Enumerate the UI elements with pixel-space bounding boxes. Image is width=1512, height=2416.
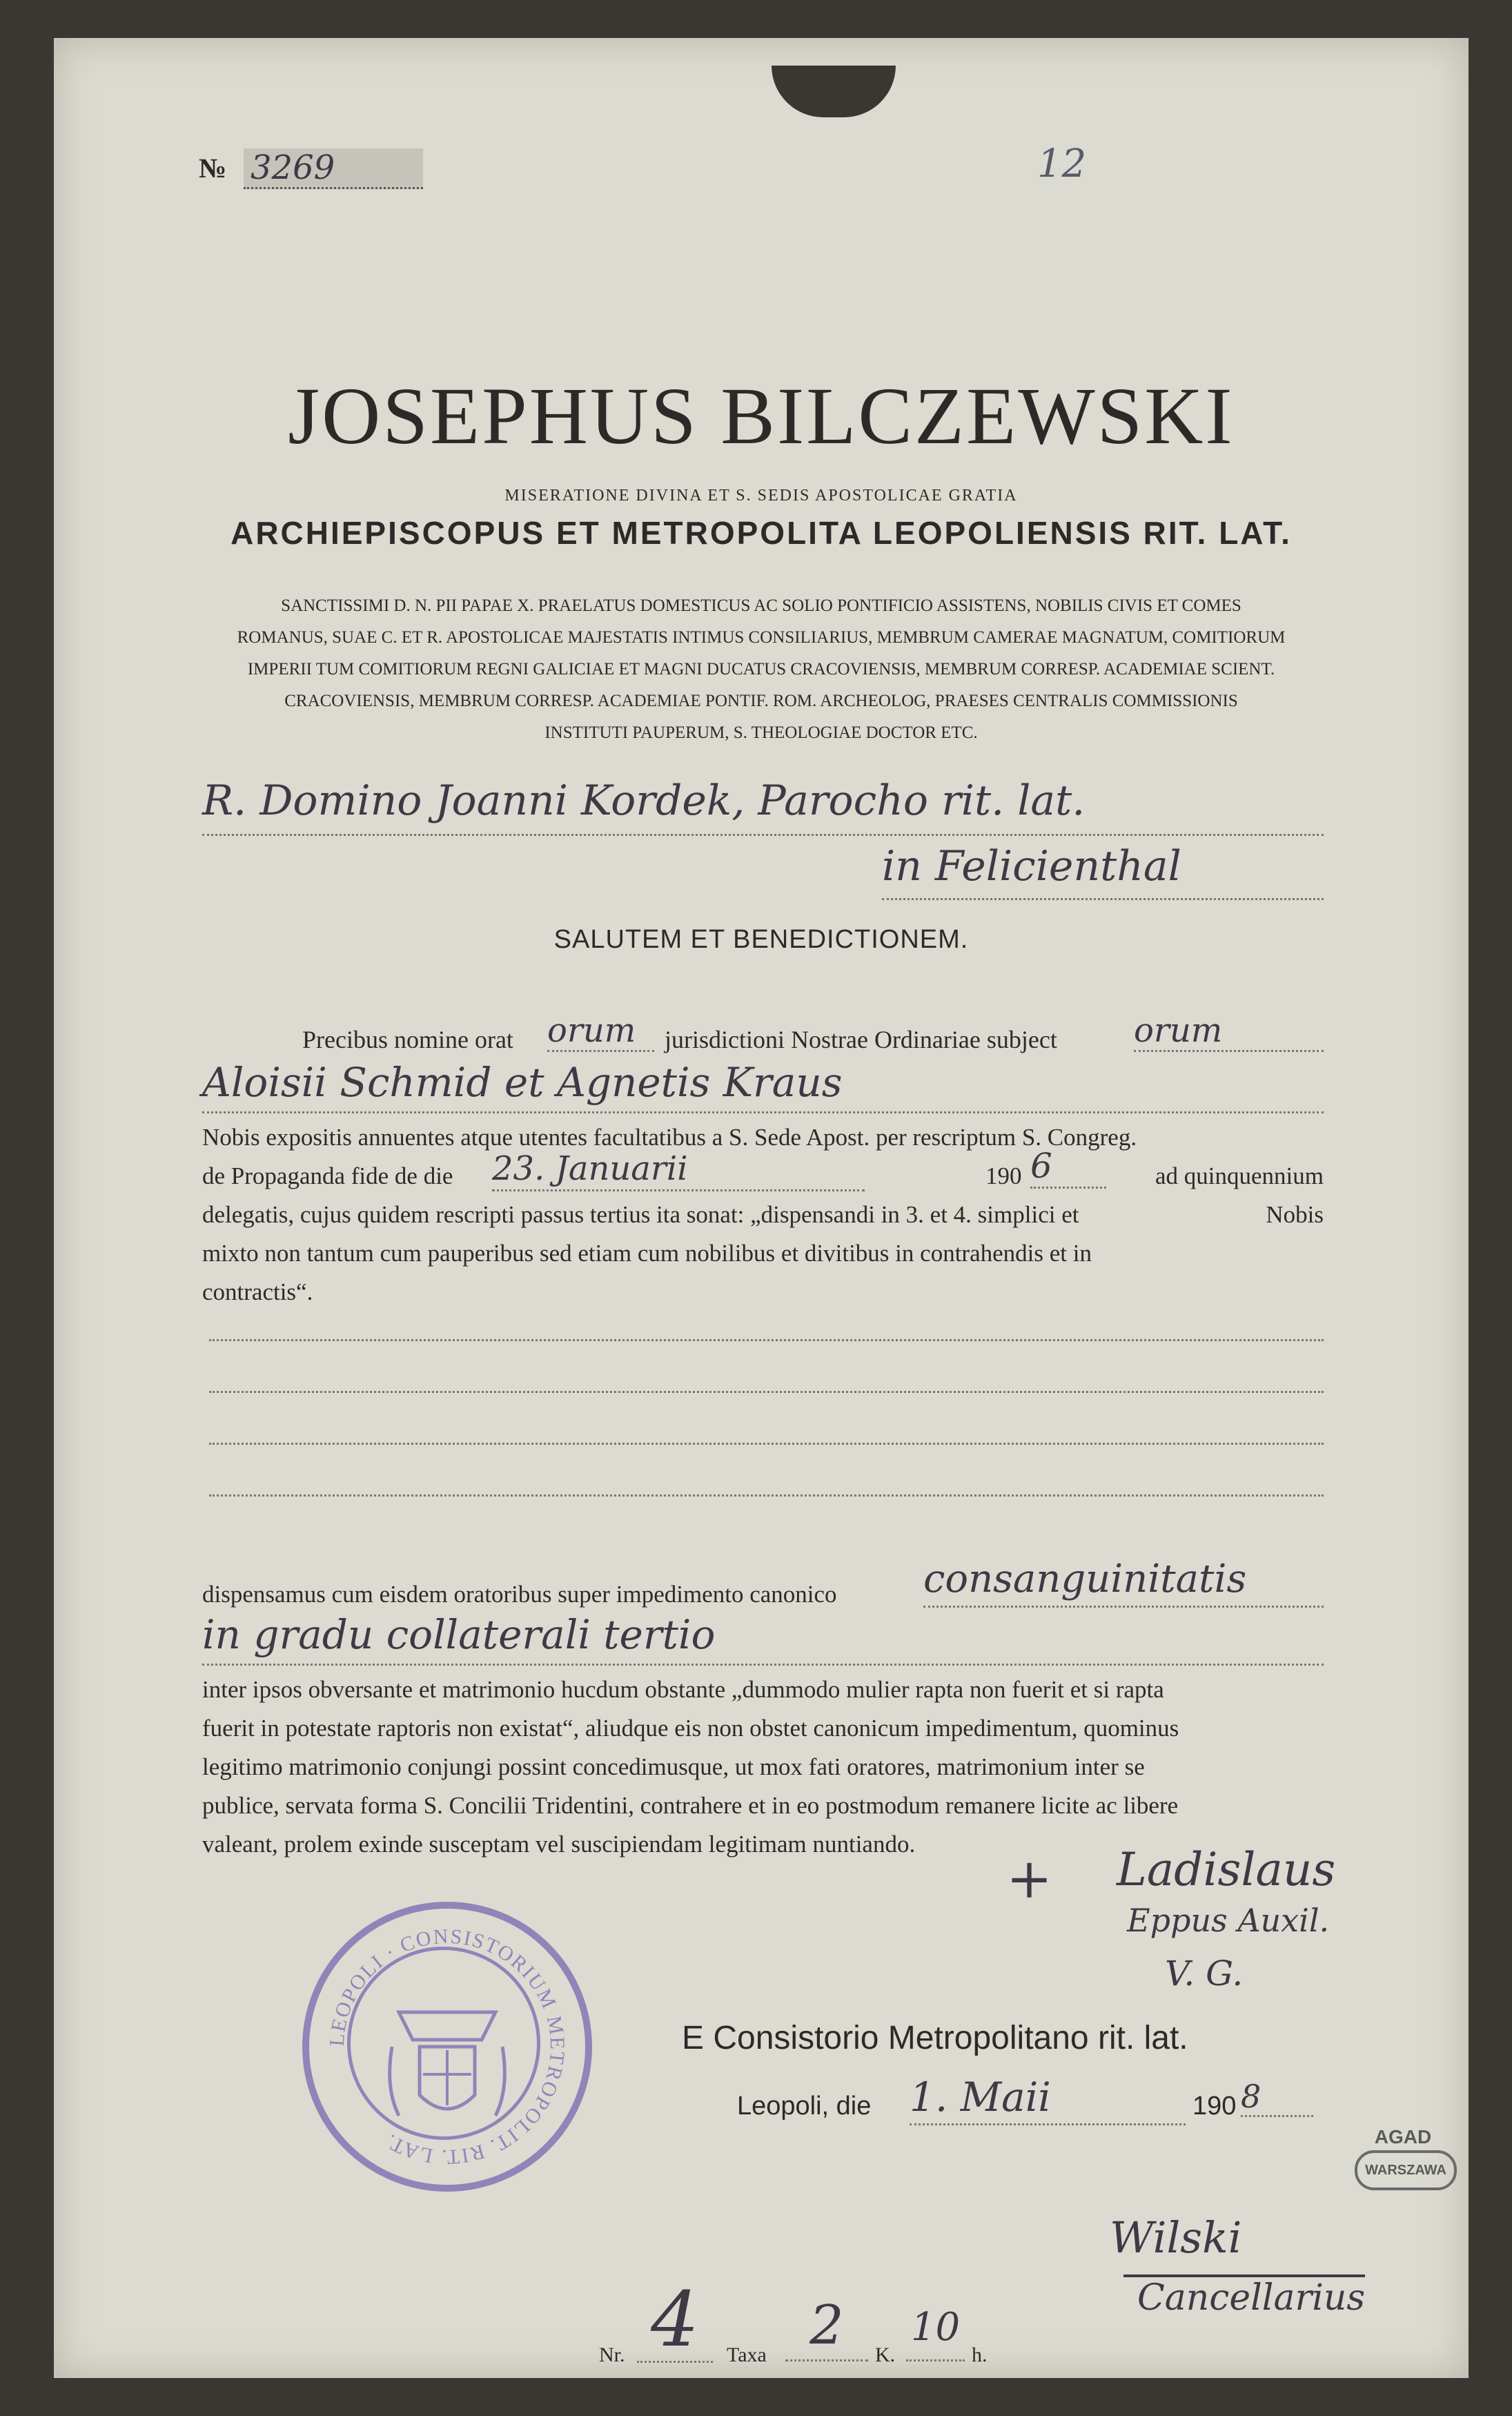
ending-1: orum [547,1011,654,1052]
blank-line [209,1494,1324,1497]
issue-year-hand: 8 [1241,2078,1313,2117]
title-line: ROMANUS, SUAE C. ET R. APOSTOLICAE MAJESTATIS INTIMUS CONSILIARIUS, MEMBRUM CAMERAE MAGNATUM, COMITIORUM [237,628,1286,647]
p1-start: Precibus nomine orat [302,1026,513,1053]
seal-art [309,1909,585,2185]
signature-title: Eppus Auxil. [1127,1902,1330,1939]
fee-nr-label: Nr. [599,2344,625,2366]
signature-cross: + [1006,1847,1053,1911]
blank-line [209,1339,1324,1341]
grace-line: MISERATIONE DIVINA ET S. SEDIS APOSTOLICAE GRATIA [504,487,1018,505]
p2-line-2: de Propaganda fide de die [202,1162,453,1189]
cancellarius-signature: Wilski [1110,2212,1242,2263]
title-line: SANCTISSIMI D. N. PII PAPAE X. PRAELATUS DOMESTICUS AC SOLIO PONTIFICIO ASSISTENS, NOBILIS CIVIS ET COMES [281,596,1241,615]
seal-text: LEOPOLI · CONSISTORIUM METROPOLIT. RIT. LAT. [325,1925,569,2169]
sheet-notch [772,66,896,117]
signature-name: Ladislaus [1117,1843,1336,1896]
fee-k-value: 10 [906,2295,965,2361]
fee-taxa-value: 2 [785,2292,868,2361]
consistory-seal [302,1902,592,2192]
p2-line-5: contractis“. [202,1278,313,1305]
applicant-names: Aloisii Schmid et Agnetis Kraus [202,1056,1324,1113]
document-number: 3269 [244,148,423,189]
p2-line-3: delegatis, cujus quidem rescripti passus tertius ita sonat: „dispensandi in 3. et 4. simplici et [202,1201,1079,1228]
addressee-line-2: in Felicienthal [882,839,1324,900]
number-label: № [199,153,227,184]
impediment-2: in gradu collaterali tertio [202,1608,1324,1666]
issuer-name: JOSEPHUS BILCZEWSKI [288,371,1235,461]
p1-jurisdiction: jurisdictioni Nostrae Ordinariae subject [665,1026,1057,1053]
addressee-line-1: R. Domino Joanni Kordek, Parocho rit. lat. [202,773,1324,836]
p4-line: inter ipsos obversante et matrimonio hucdum obstante „dummodo mulier rapta non fuerit et si rapta [202,1676,1164,1703]
p4-line: valeant, prolem exinde susceptam vel suscipiendam legitimam nuntiando. [202,1831,916,1858]
cancellarius-title: Cancellarius [1123,2274,1365,2319]
signature-vg: V. G. [1165,1954,1244,1994]
p2-line-4: mixto non tantum cum pauperibus sed etiam cum nobilibus et divitibus in contrahendis et in [202,1240,1092,1267]
fee-h-label: h. [972,2344,988,2366]
rescript-date: 23. Januarii [492,1148,865,1191]
consistory-title: E Consistorio Metropolitano rit. lat. [682,2020,1188,2056]
blank-line [209,1443,1324,1445]
rescript-year-hand: 6 [1030,1145,1106,1189]
title-line: CRACOVIENSIS, MEMBRUM CORRESP. ACADEMIAE PONTIF. ROM. ARCHEOLOG, PRAESES CENTRALIS COMMISSIONIS [284,692,1238,710]
impediment-1: consanguinitatis [923,1553,1324,1608]
p2-after-year: ad quinquennium Nobis [1155,1162,1324,1228]
fee-nr-value: 4 [637,2278,713,2363]
p4-block [202,1670,1324,1864]
place-label: Leopoli, die [737,2092,872,2121]
p4-line: fuerit in potestate raptoris non existat“, aliudque eis non obstet canonicum impedimentum, quominus [202,1715,1179,1742]
title-line: INSTITUTI PAUPERUM, S. THEOLOGIAE DOCTOR ETC. [544,723,978,742]
salutation: SALUTEM ET BENEDICTIONEM. [553,925,969,954]
title-line: IMPERII TUM COMITIORUM REGNI GALICIAE ET MAGNI DUCATUS CRACOVIENSIS, MEMBRUM CORRESP. ACADEMIAE SCIENT. [247,660,1275,679]
issue-day: 1. Maii [910,2071,1186,2125]
archive-stamp-agad: AGAD [1374,2126,1432,2147]
p4-line: legitimo matrimonio conjungi possint concedimusque, ut mox fati oratores, matrimonium inter se [202,1753,1145,1780]
fee-taxa-label: Taxa [727,2344,767,2366]
blank-line [209,1391,1324,1393]
archive-stamp-warszawa: WARSZAWA [1355,2150,1457,2190]
fee-k-label: K. [875,2344,896,2366]
rescript-year-print: 190 [985,1162,1022,1189]
p4-line: publice, servata forma S. Concilii Tridentini, contrahere et in eo postmodum remanere licite ac libere [202,1792,1179,1819]
document-sheet [54,38,1469,2378]
p2-line-1: Nobis expositis annuentes atque utentes facultatibus a S. Sede Apost. per rescriptum S. Congreg. [202,1124,1137,1151]
issuer-office: ARCHIEPISCOPUS ET METROPOLITA LEOPOLIENSIS RIT. LAT. [230,515,1292,551]
p3-text: dispensamus cum eisdem oratoribus super impedimento canonico [202,1581,837,1608]
issue-year-print: 190 [1192,2092,1237,2121]
pencil-mark: 12 [1037,142,1087,186]
ending-2: orum [1134,1011,1324,1052]
issuer-titles [202,590,1320,749]
